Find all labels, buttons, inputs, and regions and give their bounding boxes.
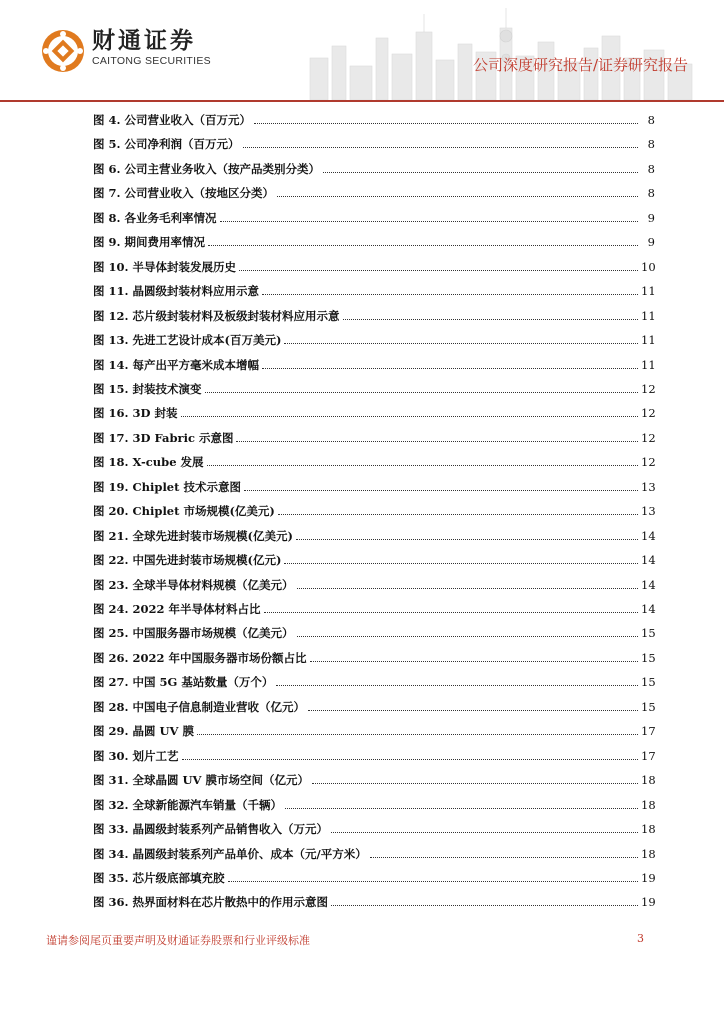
toc-entry-title: 图 10. 半导体封装发展历史 xyxy=(93,259,237,274)
toc-dot-leader xyxy=(284,553,638,564)
toc-dot-leader xyxy=(254,113,638,124)
toc-entry[interactable] xyxy=(93,357,655,377)
toc-entry-page: 11 xyxy=(641,308,656,323)
toc-dot-leader xyxy=(331,822,638,833)
toc-entry-page: 15 xyxy=(641,699,656,714)
toc-dot-leader xyxy=(323,162,638,173)
toc-entry-title: 图 32. 全球新能源汽车销量（千辆） xyxy=(93,797,283,812)
toc-dot-leader xyxy=(243,137,638,148)
toc-entry-title: 图 8. 各业务毛利率情况 xyxy=(93,210,217,225)
toc-entry-title: 图 21. 全球先进封装市场规模(亿美元) xyxy=(93,528,293,543)
toc-dot-leader xyxy=(181,406,639,417)
caitong-logo-icon xyxy=(40,28,86,74)
toc-dot-leader xyxy=(228,871,638,882)
header-divider xyxy=(0,100,724,102)
toc-entry[interactable] xyxy=(93,479,655,499)
toc-entry[interactable] xyxy=(93,503,655,523)
toc-entry-title: 图 25. 中国服务器市场规模（亿美元） xyxy=(93,626,294,641)
toc-entry[interactable] xyxy=(93,723,655,743)
toc-entry[interactable] xyxy=(93,185,655,205)
toc-dot-leader xyxy=(308,700,638,711)
company-logo xyxy=(40,28,211,74)
toc-entry-page: 8 xyxy=(647,186,655,201)
toc-entry[interactable] xyxy=(93,625,655,645)
toc-entry[interactable] xyxy=(93,454,655,474)
toc-dot-leader xyxy=(264,602,638,613)
toc-dot-leader xyxy=(262,358,638,369)
toc-dot-leader xyxy=(331,895,638,906)
toc-entry-page: 13 xyxy=(641,504,656,519)
toc-entry-page: 11 xyxy=(641,333,656,348)
toc-entry-page: 12 xyxy=(641,455,656,470)
toc-entry-page: 14 xyxy=(641,528,656,543)
toc-entry-title: 图 20. Chiplet 市场规模(亿美元) xyxy=(93,504,275,519)
toc-dot-leader xyxy=(285,798,638,809)
toc-dot-leader xyxy=(205,382,638,393)
logo-chinese-name: 财通证券 xyxy=(92,28,196,54)
toc-entry-page: 9 xyxy=(647,210,655,225)
toc-entry-title: 图 22. 中国先进封装市场规模(亿元) xyxy=(93,553,282,568)
toc-dot-leader xyxy=(220,211,638,222)
toc-entry-title: 图 19. Chiplet 技术示意图 xyxy=(93,479,241,494)
toc-entry[interactable] xyxy=(93,283,655,303)
toc-entry-page: 12 xyxy=(641,406,656,421)
toc-dot-leader xyxy=(343,309,638,320)
toc-entry-page: 18 xyxy=(641,773,656,788)
toc-dot-leader xyxy=(370,847,638,858)
toc-entry[interactable] xyxy=(93,161,655,181)
toc-entry-title: 图 27. 中国 5G 基站数量（万个） xyxy=(93,675,274,690)
toc-dot-leader xyxy=(182,749,638,760)
logo-english-name: CAITONG SECURITIES xyxy=(92,55,211,67)
toc-entry[interactable] xyxy=(93,332,655,352)
toc-entry-page: 8 xyxy=(647,113,655,127)
toc-entry[interactable] xyxy=(93,430,655,450)
toc-entry-title: 图 18. X-cube 发展 xyxy=(93,455,204,470)
toc-entry-title: 图 6. 公司主营业务收入（按产品类别分类） xyxy=(93,161,321,176)
toc-dot-leader xyxy=(239,260,638,271)
toc-entry-page: 12 xyxy=(641,430,656,445)
toc-entry-page: 19 xyxy=(641,895,656,910)
toc-entry-page: 15 xyxy=(641,650,656,665)
toc-entry-page: 18 xyxy=(641,822,656,837)
toc-entry-title: 图 34. 晶圆级封装系列产品单价、成本（元/平方米） xyxy=(93,846,367,861)
toc-entry-title: 图 30. 划片工艺 xyxy=(93,748,179,763)
toc-entry-title: 图 14. 每产出平方毫米成本增幅 xyxy=(93,357,260,372)
toc-entry[interactable] xyxy=(93,234,655,254)
toc-entry-page: 17 xyxy=(641,724,656,739)
toc-entry-title: 图 7. 公司营业收入（按地区分类） xyxy=(93,186,275,201)
toc-dot-leader xyxy=(278,504,638,515)
toc-entry-title: 图 33. 晶圆级封装系列产品销售收入（万元） xyxy=(93,822,329,837)
toc-entry[interactable] xyxy=(93,674,655,694)
toc-entry[interactable] xyxy=(93,112,655,132)
toc-dot-leader xyxy=(208,235,638,246)
toc-entry-page: 12 xyxy=(641,381,656,396)
toc-dot-leader xyxy=(244,480,638,491)
report-type-label: 公司深度研究报告/证券研究报告 xyxy=(472,56,688,74)
toc-entry-page: 8 xyxy=(647,137,655,152)
toc-entry-page: 15 xyxy=(641,675,656,690)
toc-entry[interactable] xyxy=(93,381,655,401)
toc-entry[interactable] xyxy=(93,699,655,719)
toc-entry-page: 9 xyxy=(647,235,655,250)
toc-entry[interactable] xyxy=(93,210,655,230)
toc-entry-page: 14 xyxy=(641,553,656,568)
toc-entry-page: 14 xyxy=(641,577,656,592)
toc-entry-title: 图 28. 中国电子信息制造业营收（亿元） xyxy=(93,699,306,714)
toc-entry[interactable] xyxy=(93,259,655,279)
toc-entry-title: 图 12. 芯片级封装材料及板级封装材料应用示意 xyxy=(93,308,340,323)
toc-entry-page: 8 xyxy=(647,161,655,176)
page-number: 3 xyxy=(637,932,644,945)
toc-entry-title: 图 36. 热界面材料在芯片散热中的作用示意图 xyxy=(93,895,329,910)
toc-dot-leader xyxy=(312,773,638,784)
toc-dot-leader xyxy=(276,675,638,686)
toc-entry-title: 图 9. 期间费用率情况 xyxy=(93,235,206,250)
toc-entry-page: 18 xyxy=(641,797,656,812)
toc-entry-title: 图 29. 晶圆 UV 膜 xyxy=(93,724,194,739)
toc-entry-title: 图 15. 封装技术演变 xyxy=(93,381,202,396)
toc-entry-title: 图 31. 全球晶圆 UV 膜市场空间（亿元） xyxy=(93,773,309,788)
toc-entry-title: 图 4. 公司营业收入（百万元） xyxy=(93,113,252,127)
toc-dot-leader xyxy=(262,284,638,295)
toc-dot-leader xyxy=(284,333,638,344)
toc-entry[interactable] xyxy=(93,870,655,890)
toc-entry[interactable] xyxy=(93,797,655,817)
toc-entry[interactable] xyxy=(93,405,655,425)
toc-entry-title: 图 11. 晶圆级封装材料应用示意 xyxy=(93,284,260,299)
toc-entry-page: 10 xyxy=(641,259,656,274)
toc-entry-page: 15 xyxy=(641,626,656,641)
toc-dot-leader xyxy=(297,578,638,589)
toc-entry-title: 图 24. 2022 年半导体材料占比 xyxy=(93,602,261,616)
toc-entry[interactable] xyxy=(93,821,655,841)
page-header xyxy=(0,0,724,104)
toc-dot-leader xyxy=(297,626,638,637)
toc-entry-page: 11 xyxy=(641,357,656,372)
toc-dot-leader xyxy=(277,186,638,197)
toc-entry-page: 18 xyxy=(641,846,656,861)
toc-entry[interactable] xyxy=(93,136,655,156)
toc-entry[interactable] xyxy=(93,601,655,621)
toc-entry-title: 图 13. 先进工艺设计成本(百万美元) xyxy=(93,333,282,348)
toc-entry-page: 17 xyxy=(641,748,656,763)
toc-dot-leader xyxy=(207,455,638,466)
toc-entry[interactable] xyxy=(93,650,655,670)
toc-entry[interactable] xyxy=(93,894,655,914)
toc-entry[interactable] xyxy=(93,577,655,597)
toc-entry[interactable] xyxy=(93,846,655,866)
toc-entry-page: 13 xyxy=(641,479,656,494)
toc-entry[interactable] xyxy=(93,528,655,548)
toc-entry[interactable] xyxy=(93,552,655,572)
toc-entry-page: 19 xyxy=(641,870,656,885)
toc-dot-leader xyxy=(310,651,638,662)
toc-entry[interactable] xyxy=(93,772,655,792)
toc-entry-title: 图 35. 芯片级底部填充胶 xyxy=(93,870,225,885)
toc-dot-leader xyxy=(197,724,638,735)
toc-entry-title: 图 16. 3D 封装 xyxy=(93,406,178,421)
toc-entry-page: 11 xyxy=(641,284,656,299)
disclaimer-note: 谨请参阅尾页重要声明及财通证券股票和行业评级标准 xyxy=(46,934,310,947)
toc-entry-page: 14 xyxy=(641,602,656,616)
toc-entry[interactable] xyxy=(93,308,655,328)
toc-dot-leader xyxy=(236,431,638,442)
toc-entry-title: 图 23. 全球半导体材料规模（亿美元） xyxy=(93,577,294,592)
toc-entry[interactable] xyxy=(93,748,655,768)
toc-dot-leader xyxy=(296,529,638,540)
toc-entry-title: 图 17. 3D Fabric 示意图 xyxy=(93,430,234,445)
toc-entry-title: 图 26. 2022 年中国服务器市场份额占比 xyxy=(93,650,307,665)
toc-entry-title: 图 5. 公司净利润（百万元） xyxy=(93,137,240,152)
